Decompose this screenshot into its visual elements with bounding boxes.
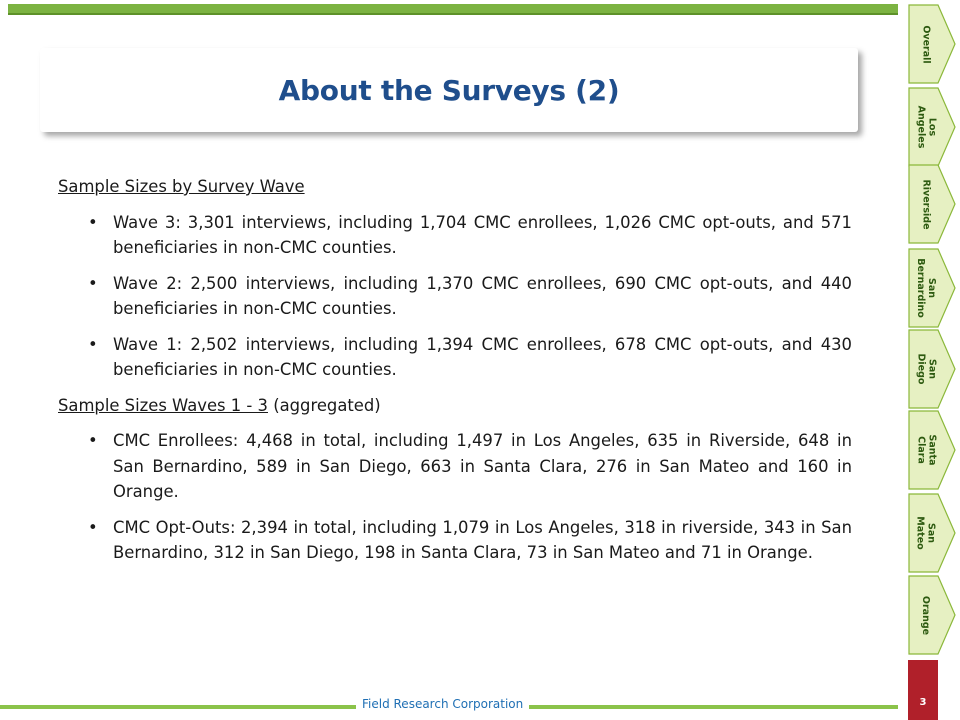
nav-tab-label: San Diego — [914, 353, 937, 385]
nav-tab-los-angeles[interactable] — [908, 87, 956, 167]
wave-bullet — [58, 332, 852, 383]
wave-bullet — [58, 271, 852, 322]
title-box — [40, 48, 858, 132]
region-nav-sidebar — [908, 4, 960, 720]
nav-tab-label: Orange — [920, 595, 932, 635]
nav-tab-label: Overall — [920, 24, 932, 64]
nav-tab-overall[interactable] — [908, 4, 956, 84]
slide-title: About the Surveys (2) — [278, 73, 620, 107]
top-accent-bar — [8, 4, 898, 15]
page-number: 3 — [919, 697, 927, 708]
aggregate-heading-underlined: Sample Sizes Waves 1 - 3 — [58, 395, 268, 415]
nav-tab-santa-clara[interactable] — [908, 410, 956, 490]
nav-tab-label: Riverside — [920, 178, 932, 230]
nav-tab-label: Los Angeles — [915, 105, 937, 149]
page-number-box — [908, 660, 938, 720]
wave-bullet-text: Wave 2: 2,500 interviews, including 1,370 CMC enrollees, 690 CMC opt-outs, and 440 beneficiaries in non-CMC counties. — [113, 273, 852, 318]
wave-heading-text: Sample Sizes by Survey Wave — [58, 177, 305, 196]
footer-text: Field Research Corporation — [356, 697, 529, 711]
nav-tab-san-bernardino[interactable] — [908, 248, 956, 328]
aggregate-bullet-text: CMC Enrollees: 4,468 in total, including 1,497 in Los Angeles, 635 in Riverside, 648 in San Bernardino, 589 in San Diego, 663 in Santa Clara, 276 in San Mateo and 160 in Orange. — [113, 431, 852, 501]
wave-bullet — [58, 210, 852, 261]
bullet-dot: • — [88, 431, 98, 450]
nav-tab-san-diego[interactable] — [908, 329, 956, 409]
wave-bullet-text: Wave 3: 3,301 interviews, including 1,704 CMC enrollees, 1,026 CMC opt-outs, and 571 beneficiaries in non-CMC counties. — [113, 212, 852, 257]
nav-tab-label: San Mateo — [914, 516, 937, 550]
wave-bullet-text: Wave 1: 2,502 interviews, including 1,394 CMC enrollees, 678 CMC opt-outs, and 430 beneficiaries in non-CMC counties. — [113, 334, 852, 379]
bullet-dot: • — [88, 334, 98, 354]
nav-tab-orange[interactable] — [908, 575, 956, 655]
bullet-dot: • — [88, 212, 98, 232]
slide-body — [58, 174, 852, 576]
aggregate-heading-rest: (aggregated) — [268, 395, 381, 415]
aggregate-bullet — [58, 428, 852, 505]
wave-heading — [58, 174, 852, 200]
bullet-dot: • — [88, 273, 98, 293]
nav-tab-san-mateo[interactable] — [908, 493, 956, 573]
nav-tab-riverside[interactable] — [908, 164, 956, 244]
bullet-dot: • — [88, 517, 98, 537]
aggregate-heading — [58, 393, 852, 419]
nav-tab-label: San Bernardino — [915, 258, 938, 318]
nav-tab-label: Santa Clara — [915, 434, 937, 466]
aggregate-bullet — [58, 515, 852, 566]
aggregate-bullet-text: CMC Opt-Outs: 2,394 in total, including 1,079 in Los Angeles, 318 in riverside, 343 in San Bernardino, 312 in San Diego, 198 in Santa Clara, 73 in San Mateo and 71 in Orange. — [113, 517, 852, 562]
